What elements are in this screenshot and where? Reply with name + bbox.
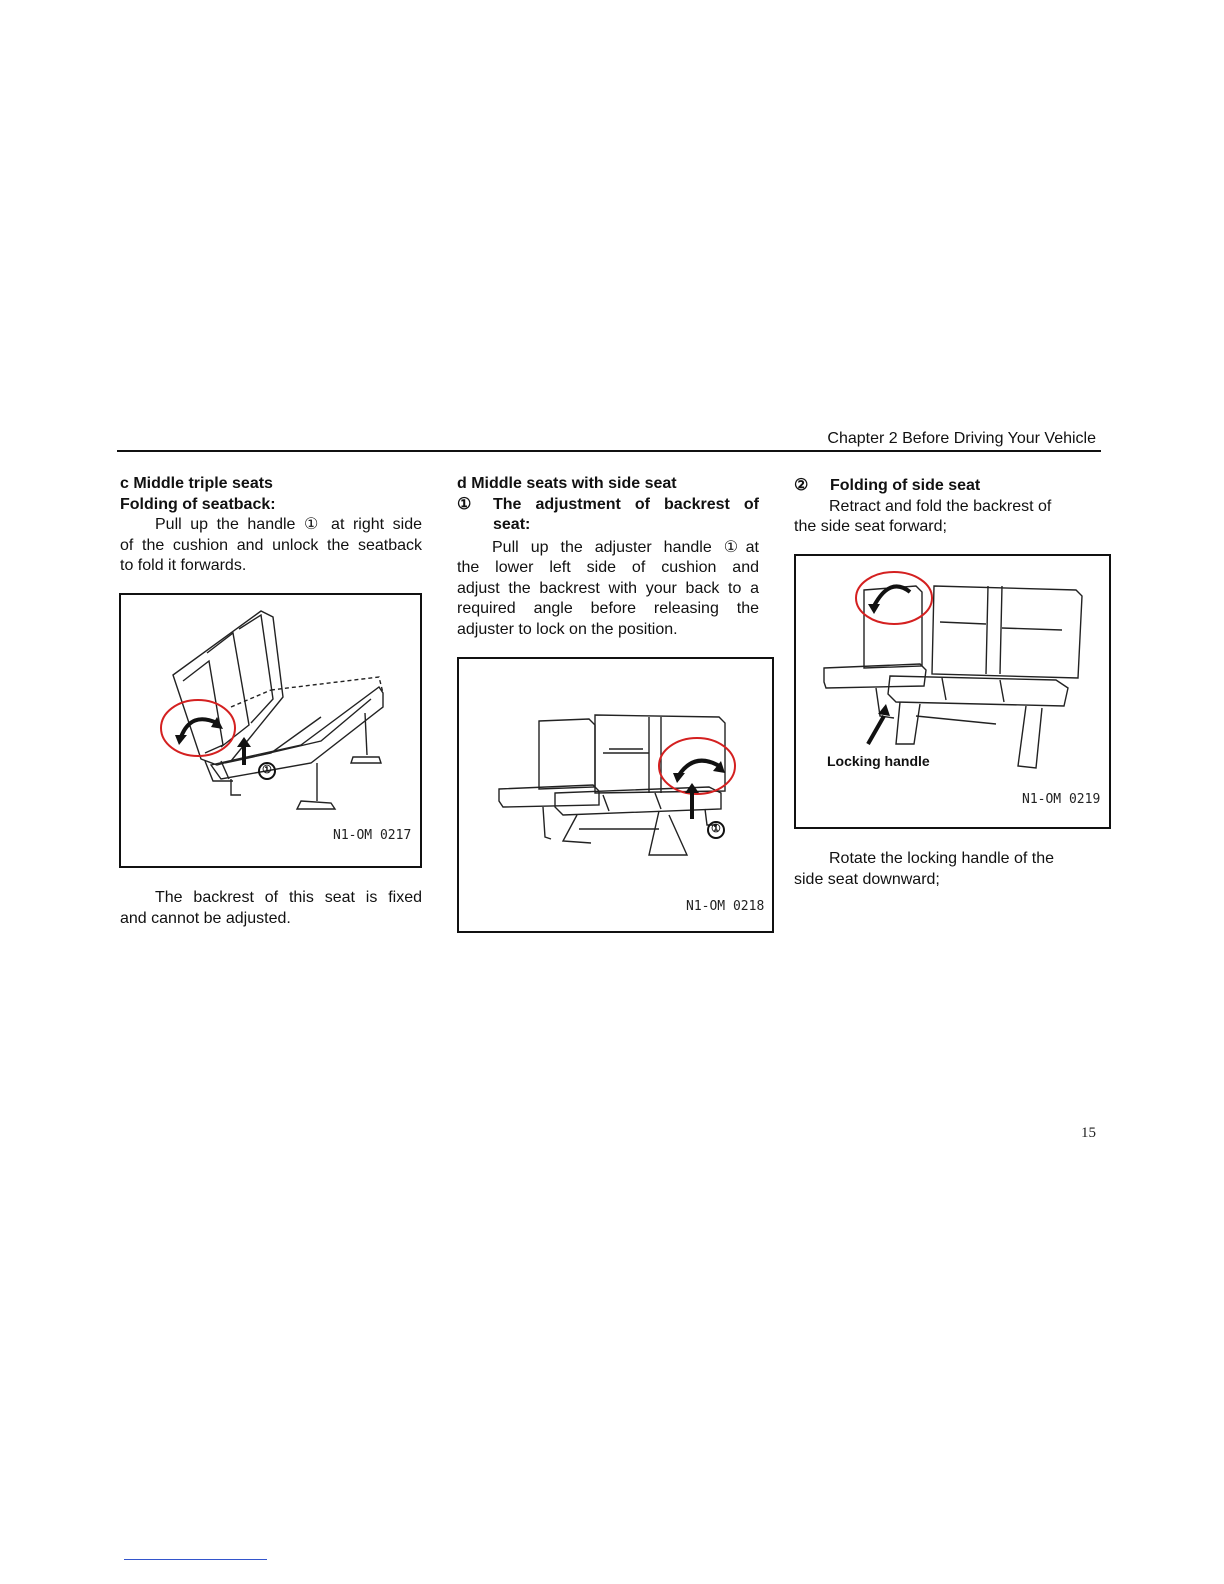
column-3-lower [794,849,1094,890]
paragraph-line: Pull up the adjuster handle ①at [492,538,759,556]
item-title: Folding of side seat [830,477,981,494]
column-1 [120,474,422,577]
figure-0218 [457,657,774,933]
paragraph-line: Retract and fold the backrest of [829,497,1052,515]
page-number: 15 [1081,1125,1096,1141]
locking-handle-label: Locking handle [827,753,930,769]
paragraph-line: The backrest of this seat is fixed [155,889,422,906]
paragraph-line: adjust the backrest with your back to a [457,579,759,597]
paragraph-line: Pull up the handle ① at right side [155,516,422,533]
footer-link-rule [124,1559,267,1560]
column-3 [794,476,1094,538]
numbered-item-2 [794,476,1094,497]
paragraph-line: required angle before releasing the [457,600,759,617]
column-1-lower [120,888,422,929]
paragraph-line: and cannot be adjusted. [120,909,291,927]
seat-illustration [796,556,1109,827]
section-subheading: Folding of seatback: [120,495,276,513]
paragraph-line: side seat downward; [794,870,940,888]
figure-0217 [119,593,422,868]
paragraph-line: the lower left side of cushion and [457,559,759,576]
header-rule [117,450,1101,452]
figure-0219 [794,554,1111,829]
figure-code: N1-OM 0218 [686,899,765,914]
section-heading: c Middle triple seats [120,475,273,492]
figure-code: N1-OM 0219 [1022,792,1101,807]
paragraph-line: of the cushion and unlock the seatback [120,536,422,554]
chapter-title: Chapter 2 Before Driving Your Vehicle [827,430,1096,447]
item-number: ① [457,495,472,513]
paragraph-line: the side seat forward; [794,518,947,535]
paragraph-line: to fold it forwards. [120,557,247,574]
callout-number: ① [711,823,721,835]
paragraph-line: Rotate the locking handle of the [829,850,1055,867]
item-number: ② [794,477,809,494]
seat-illustration [459,659,772,931]
paragraph-line: adjuster to lock on the position. [457,620,678,638]
seat-illustration [121,595,420,866]
column-2 [457,474,759,640]
item-title-line: The adjustment of backrest of [493,495,759,513]
figure-code: N1-OM 0217 [333,828,412,843]
numbered-item-1 [457,495,759,536]
item-title-line: seat: [493,516,531,533]
callout-number: ① [262,764,272,776]
section-heading: d Middle seats with side seat [457,475,677,492]
